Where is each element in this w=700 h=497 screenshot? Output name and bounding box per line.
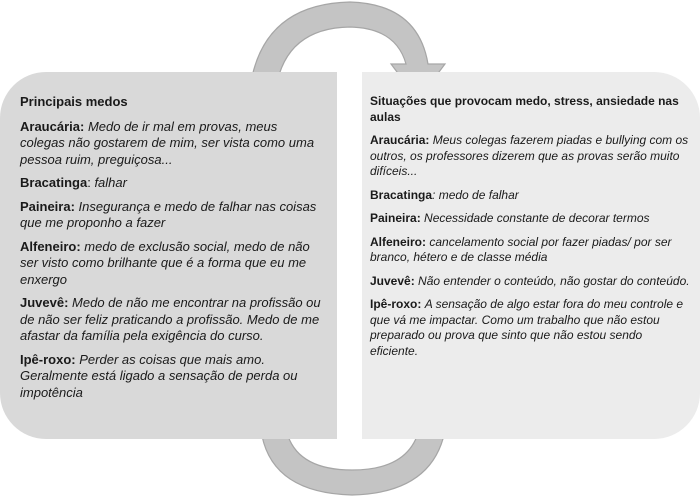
entry-name: Juvevê: bbox=[370, 273, 415, 288]
entry-name: Ipê-roxo: bbox=[20, 351, 76, 367]
situation-entry-araucaria bbox=[370, 133, 690, 180]
entry-text: Não entender o conteúdo, não gostar do conteúdo. bbox=[418, 273, 690, 288]
entry-name: Araucária: bbox=[370, 133, 430, 147]
situation-entry-alfeneiro bbox=[370, 235, 690, 266]
situation-entry-bracatinga bbox=[370, 188, 690, 204]
fear-entry-bracatinga bbox=[20, 175, 323, 192]
entry-name: Alfeneiro: bbox=[20, 238, 81, 254]
entry-text: Meus colegas fazerem piadas e bullying com os outros, os professores dizerem que as provas serão muito difíceis... bbox=[370, 133, 689, 178]
main-fears-panel bbox=[0, 72, 337, 439]
entry-name: Paineira: bbox=[370, 211, 421, 225]
entry-text: falhar bbox=[94, 175, 127, 190]
fear-entry-alfeneiro bbox=[20, 239, 323, 289]
entry-text: Medo de ir mal em provas, meus colegas não gostarem de mim, ser vista como uma pessoa ruim, preguiçosa... bbox=[20, 118, 315, 167]
situation-entry-ipe-roxo bbox=[370, 297, 690, 359]
entry-text: medo de exclusão social, medo de não ser visto como brilhante que é a forma que eu me enxergo bbox=[20, 238, 310, 287]
entry-name: Bracatinga bbox=[370, 187, 433, 202]
entry-name: Bracatinga bbox=[20, 175, 88, 190]
main-fears-title: Principais medos bbox=[20, 94, 128, 109]
situation-entry-paineira bbox=[370, 211, 690, 227]
fear-entry-araucaria bbox=[20, 119, 323, 169]
entry-text: Medo de não me encontrar na profissão ou de não ser feliz praticando a profissão. Medo de me afastar da família pela exigência do curso. bbox=[20, 295, 321, 343]
situation-entry-juveve bbox=[370, 274, 690, 290]
stress-situations-title: Situações que provocam medo, stress, ansiedade nas aulas bbox=[370, 94, 679, 124]
stress-situations-panel bbox=[362, 72, 700, 439]
entry-text: cancelamento social por fazer piadas/ por ser branco, hétero e de classe média bbox=[370, 234, 672, 264]
entry-text: Insegurança e medo de falhar nas coisas que me proponho a fazer bbox=[20, 198, 317, 230]
entry-name: Juvevê: bbox=[20, 295, 69, 310]
entry-name: Araucária: bbox=[20, 118, 85, 134]
fear-entry-paineira bbox=[20, 199, 323, 232]
entry-separator: : bbox=[87, 175, 95, 190]
entry-text: Perder as coisas que mais amo. Geralmente está ligado a sensação de perda ou impotência bbox=[20, 351, 298, 400]
fear-entry-juveve bbox=[20, 295, 323, 345]
entry-text: : medo de falhar bbox=[432, 187, 519, 202]
fear-entry-ipe-roxo bbox=[20, 352, 323, 402]
entry-text: Necessidade constante de decorar termos bbox=[424, 211, 650, 225]
entry-name: Ipê-roxo: bbox=[370, 297, 422, 311]
entry-text: A sensação de algo estar fora do meu controle e que vá me impactar. Como um trabalho que não estou preparado ou prova que sinto que não estou sendo eficiente. bbox=[370, 297, 684, 358]
entry-name: Alfeneiro: bbox=[370, 234, 427, 249]
entry-name: Paineira: bbox=[20, 198, 75, 214]
